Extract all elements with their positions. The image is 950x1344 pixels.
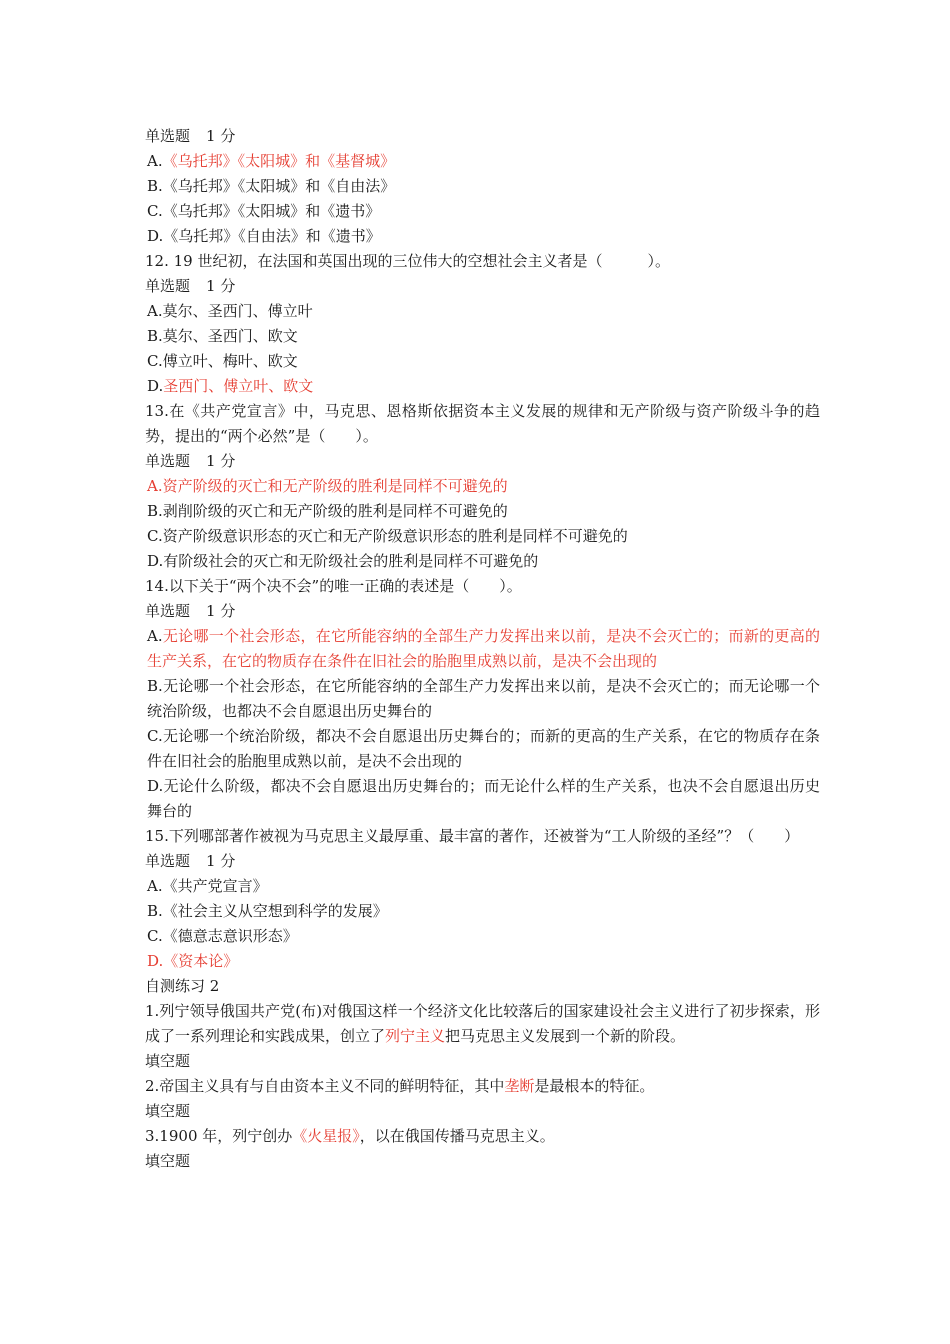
question-stem: 12. 19 世纪初，在法国和英国出现的三位伟大的空想社会主义者是（ ）。 <box>145 252 670 270</box>
fill-answer: 《火星报》 <box>292 1127 360 1145</box>
fill-question: 1.列宁领导俄国共产党(布)对俄国这样一个经济文化比较落后的国家建设社会主义进行了初步探索，形成了一系列理论和实践成果，创立了列宁主义把马克思主义发展到一个新的阶段。 <box>145 1002 820 1045</box>
question-stem: 15.下列哪部著作被视为马克思主义最厚重、最丰富的著作，还被誉为“工人阶级的圣经”？（ ） <box>145 827 800 845</box>
option-c: C.《乌托邦》《太阳城》和《遗书》 <box>147 202 381 220</box>
document-page <box>145 124 820 1174</box>
correct-answer-text: 无论哪一个社会形态，在它所能容纳的全部生产力发挥出来以前，是决不会灭亡的；而新的更高的生产关系，在它的物质存在条件在旧社会的胎胞里成熟以前，是决不会出现的 <box>147 627 820 670</box>
option-c: C.《德意志意识形态》 <box>147 927 298 945</box>
option-c: C.无论哪一个统治阶级，都决不会自愿退出历史舞台的；而新的更高的生产关系，在它的物质存在条件在旧社会的胎胞里成熟以前，是决不会出现的 <box>147 727 820 770</box>
option-d: D.《资本论》 <box>147 952 239 970</box>
question-type-tag: 单选题 1 分 <box>145 452 236 470</box>
option-b: B.《社会主义从空想到科学的发展》 <box>147 902 388 920</box>
question-type-tag: 单选题 1 分 <box>145 602 236 620</box>
option-b: B.无论哪一个社会形态，在它所能容纳的全部生产力发挥出来以前，是决不会灭亡的；而无论哪一个统治阶级，也都决不会自愿退出历史舞台的 <box>147 677 820 720</box>
question-type-tag: 填空题 <box>145 1152 191 1170</box>
option-b: B.《乌托邦》《太阳城》和《自由法》 <box>147 177 396 195</box>
option-a: A.资产阶级的灭亡和无产阶级的胜利是同样不可避免的 <box>147 477 508 495</box>
correct-answer-text: 《乌托邦》《太阳城》和《基督城》 <box>162 152 396 170</box>
fill-question: 2.帝国主义具有与自由资本主义不同的鲜明特征，其中垄断是最根本的特征。 <box>145 1077 655 1095</box>
question-type-tag: 单选题 1 分 <box>145 852 236 870</box>
question-type-tag: 单选题 1 分 <box>145 127 236 145</box>
fill-question: 3.1900 年，列宁创办《火星报》，以在俄国传播马克思主义。 <box>145 1127 555 1145</box>
question-stem: 14.以下关于“两个决不会”的唯一正确的表述是（ ）。 <box>145 577 522 595</box>
question-stem: 13.在《共产党宣言》中，马克思、恩格斯依据资本主义发展的规律和无产阶级与资产阶级斗争的趋势，提出的“两个必然”是（ ）。 <box>145 402 820 445</box>
option-a: A.无论哪一个社会形态，在它所能容纳的全部生产力发挥出来以前，是决不会灭亡的；而新的更高的生产关系，在它的物质存在条件在旧社会的胎胞里成熟以前，是决不会出现的 <box>147 627 820 670</box>
option-a: A.《共产党宣言》 <box>147 877 268 895</box>
correct-answer-text: 圣西门、傅立叶、欧文 <box>163 377 314 395</box>
option-d: D.《乌托邦》《自由法》和《遗书》 <box>147 227 381 245</box>
question-type-tag: 单选题 1 分 <box>145 277 236 295</box>
option-c: C.资产阶级意识形态的灭亡和无产阶级意识形态的胜利是同样不可避免的 <box>147 527 628 545</box>
question-type-tag: 填空题 <box>145 1052 191 1070</box>
option-b: B.剥削阶级的灭亡和无产阶级的胜利是同样不可避免的 <box>147 502 508 520</box>
option-c: C.傅立叶、梅叶、欧文 <box>147 352 298 370</box>
option-a: A.莫尔、圣西门、傅立叶 <box>147 302 313 320</box>
correct-answer-text: 《资本论》 <box>163 952 239 970</box>
fill-answer: 垄断 <box>504 1077 535 1095</box>
option-d: D.有阶级社会的灭亡和无阶级社会的胜利是同样不可避免的 <box>147 552 539 570</box>
option-d: D.无论什么阶级，都决不会自愿退出历史舞台的；而无论什么样的生产关系，也决不会自愿退出历史舞台的 <box>147 777 820 820</box>
section-title: 自测练习 2 <box>145 977 220 995</box>
question-type-tag: 填空题 <box>145 1102 191 1120</box>
option-b: B.莫尔、圣西门、欧文 <box>147 327 298 345</box>
option-a: A.《乌托邦》《太阳城》和《基督城》 <box>147 152 396 170</box>
fill-answer: 列宁主义 <box>385 1027 446 1045</box>
option-d: D.圣西门、傅立叶、欧文 <box>147 377 314 395</box>
correct-answer-text: 资产阶级的灭亡和无产阶级的胜利是同样不可避免的 <box>162 477 508 495</box>
